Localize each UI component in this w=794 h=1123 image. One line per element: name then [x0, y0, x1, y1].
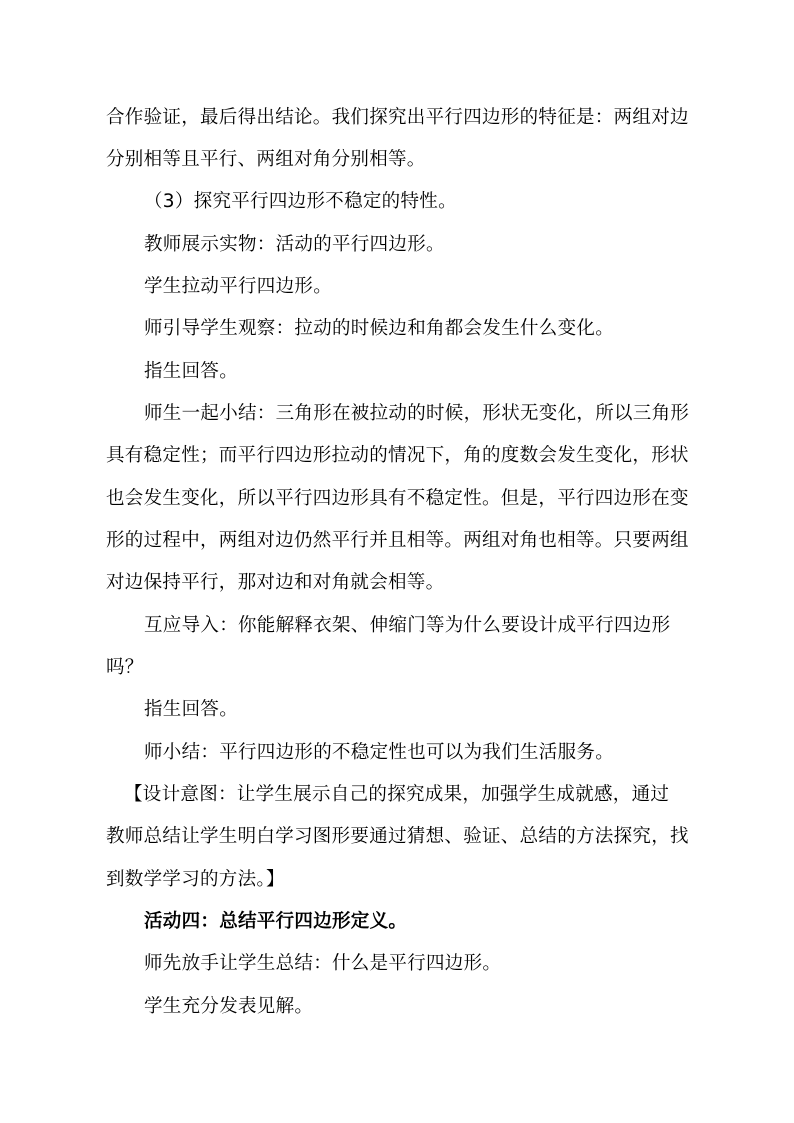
paragraph-line-9: 具有稳定性；而平行四边形拉动的情况下，角的度数会发生变化，形状 — [106, 445, 689, 466]
paragraph-line-22: 学生充分发表见解。 — [144, 996, 314, 1017]
paragraph-line-13: 互应导入：你能解释衣架、伸缩门等为什么要设计成平行四边形 — [144, 615, 671, 636]
paragraph-line-16: 师小结：平行四边形的不稳定性也可以为我们生活服务。 — [144, 742, 615, 763]
paragraph-line-7: 指生回答。 — [144, 361, 239, 382]
paragraph-line-12: 对边保持平行，那对边和对角就会相等。 — [106, 572, 445, 593]
design-intent-line-1: 【设计意图：让学生展示自己的探究成果，加强学生成就感，通过 — [124, 784, 670, 805]
design-intent-line-3: 到数学学习的方法。】 — [106, 869, 285, 890]
paragraph-line-14: 吗？ — [106, 657, 144, 678]
paragraph-line-1: 合作验证，最后得出结论。我们探究出平行四边形的特征是：两组对边 — [106, 107, 689, 128]
paragraph-line-5: 学生拉动平行四边形。 — [144, 276, 333, 297]
section-heading-3: （3）探究平行四边形不稳定的特性。 — [144, 191, 457, 212]
paragraph-line-11: 形的过程中，两组对边仍然平行并且相等。两组对角也相等。只要两组 — [106, 530, 689, 551]
paragraph-line-6: 师引导学生观察：拉动的时候边和角都会发生什么变化。 — [144, 318, 615, 339]
paragraph-line-10: 也会发生变化，所以平行四边形具有不稳定性。但是，平行四边形在变 — [106, 488, 689, 509]
activity-heading: 活动四：总结平行四边形定义。 — [144, 911, 408, 932]
paragraph-line-15: 指生回答。 — [144, 699, 239, 720]
paragraph-line-21: 师先放手让学生总结：什么是平行四边形。 — [144, 953, 502, 974]
paragraph-line-4: 教师展示实物：活动的平行四边形。 — [144, 234, 445, 255]
paragraph-line-2: 分别相等且平行、两组对角分别相等。 — [106, 149, 426, 170]
design-intent-line-2: 教师总结让学生明白学习图形要通过猜想、验证、总结的方法探究，找 — [106, 826, 689, 847]
paragraph-line-8: 师生一起小结：三角形在被拉动的时候，形状无变化，所以三角形 — [144, 403, 690, 424]
